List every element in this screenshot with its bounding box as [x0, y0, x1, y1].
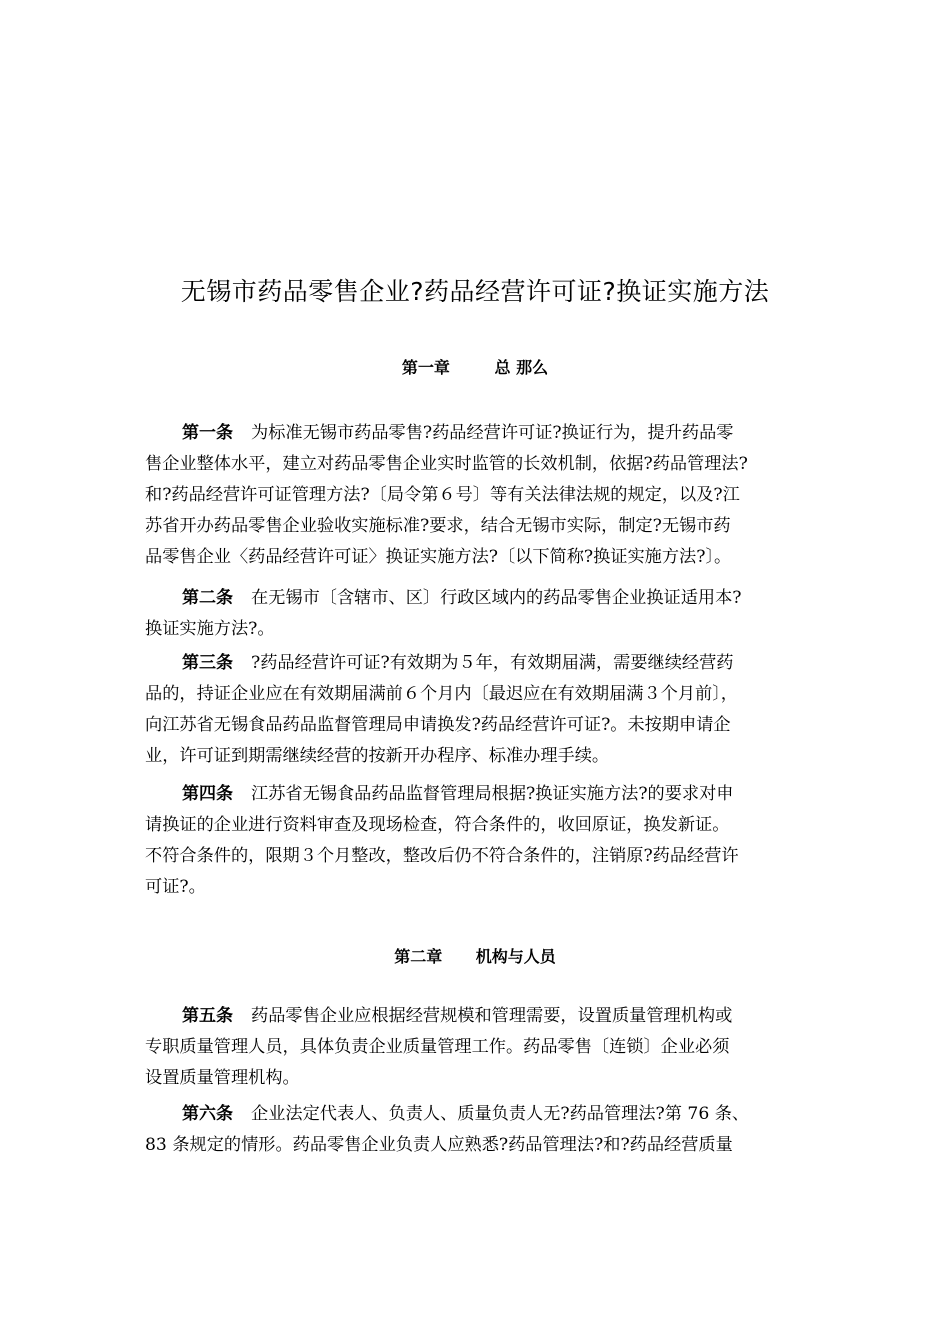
document-title: 无锡市药品零售企业?药品经营许可证?换证实施方法	[180, 277, 770, 306]
article-line	[145, 648, 807, 679]
article-line: 品的，持证企业应在有效期届满前６个月内〔最迟应在有效期届满３个月前〕，	[145, 684, 738, 704]
article-line	[145, 779, 807, 810]
article-line: 售企业整体水平，建立对药品零售企业实时监管的长效机制，依据?药品管理法?	[145, 454, 748, 474]
chapter-label: 第二章	[394, 947, 443, 966]
article-line: 请换证的企业进行资料审查及现场检查，符合条件的，收回原证，换发新证。	[145, 815, 730, 835]
article-label: 第一条	[182, 423, 233, 443]
article-2	[145, 583, 807, 645]
article-text: 药品零售企业应根据经营规模和管理需要，设置质量管理机构或	[251, 1006, 733, 1026]
article-label: 第三条	[182, 653, 233, 673]
article-1	[145, 418, 807, 573]
article-line: 83 条规定的情形。药品零售企业负责人应熟悉?药品管理法?和?药品经营质量	[145, 1135, 733, 1155]
article-label: 第六条	[182, 1104, 233, 1124]
article-line: 业，许可证到期需继续经营的按新开办程序、标准办理手续。	[145, 746, 610, 766]
article-line: 不符合条件的，限期３个月整改，整改后仍不符合条件的，注销原?药品经营许	[145, 846, 739, 866]
article-line: 专职质量管理人员，具体负责企业质量管理工作。药品零售〔连锁〕企业必须	[145, 1037, 730, 1057]
article-text: 江苏省无锡食品药品监督管理局根据?换证实施方法?的要求对申	[251, 784, 734, 804]
article-6	[145, 1099, 807, 1161]
article-line: 可证?。	[145, 877, 206, 897]
article-line	[145, 1099, 807, 1130]
article-text: 为标准无锡市药品零售?药品经营许可证?换证行为，提升药品零	[251, 423, 734, 443]
article-line: 苏省开办药品零售企业验收实施标准?要求，结合无锡市实际，制定?无锡市药	[145, 516, 731, 536]
article-line: 品零售企业〈药品经营许可证〉换证实施方法?〔以下简称?换证实施方法?〕。	[145, 547, 732, 567]
article-text: ?药品经营许可证?有效期为５年，有效期届满，需要继续经营药	[251, 653, 734, 673]
chapter-name: 总 那么	[494, 358, 549, 377]
article-label: 第五条	[182, 1006, 233, 1026]
article-3	[145, 648, 807, 772]
chapter-name: 机构与人员	[475, 947, 556, 966]
article-5	[145, 1001, 807, 1094]
chapter-label: 第一章	[401, 358, 450, 377]
chapter-heading-2	[0, 945, 950, 969]
article-text: 在无锡市〔含辖市、区〕行政区域内的药品零售企业换证适用本?	[251, 588, 742, 608]
article-line: 向江苏省无锡食品药品监督管理局申请换发?药品经营许可证?。未按期申请企	[145, 715, 731, 735]
article-4	[145, 779, 807, 903]
article-line	[145, 418, 807, 449]
article-label: 第二条	[182, 588, 233, 608]
article-line	[145, 1001, 807, 1032]
article-line: 换证实施方法?。	[145, 619, 275, 639]
article-line: 和?药品经营许可证管理方法?〔局令第６号〕等有关法律法规的规定，以及?江	[145, 485, 740, 505]
chapter-heading-1	[0, 356, 950, 380]
article-line	[145, 583, 807, 614]
article-label: 第四条	[182, 784, 233, 804]
article-text: 企业法定代表人、负责人、质量负责人无?药品管理法?第 76 条、	[251, 1104, 750, 1124]
article-line: 设置质量管理机构。	[145, 1068, 300, 1088]
